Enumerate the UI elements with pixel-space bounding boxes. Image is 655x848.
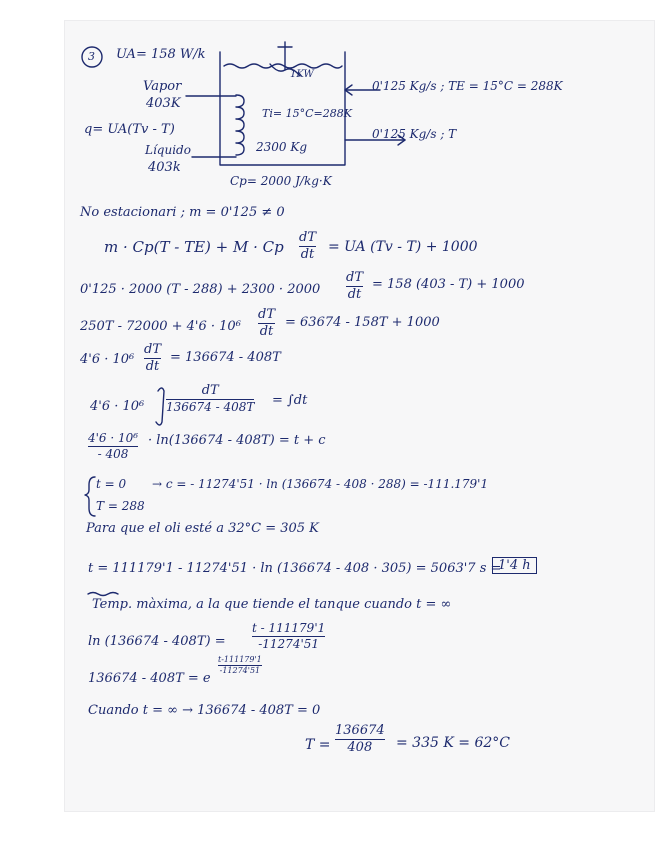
tank-mass: 2300 Kg xyxy=(256,140,307,154)
line2-den: dt xyxy=(300,246,315,262)
problem-number: 3 xyxy=(88,50,95,63)
line-nonstationary: No estacionari ; m = 0'125 ≠ 0 xyxy=(80,205,285,220)
line13-exp-den: -11274'51 xyxy=(219,666,261,676)
line3-den: dt xyxy=(347,286,362,302)
line7-num: 4'6 · 10⁶ xyxy=(88,431,139,445)
ua-value: UA= 158 W/k xyxy=(116,47,206,62)
line12-left: ln (136674 - 408T) = xyxy=(88,634,226,649)
line15-fraction xyxy=(335,724,385,755)
vapor-label: Vapor xyxy=(143,79,182,94)
line8: → c = - 11274'51 · ln (136674 - 408 · 288) = -111.179'1 xyxy=(152,477,489,491)
line5-num: dT xyxy=(144,342,161,357)
line2-left: m · Cp(T - TE) + M · Cp xyxy=(104,238,284,256)
heat-equation: q= UA(Tv - T) xyxy=(84,122,175,137)
line7-coefficient xyxy=(88,432,138,460)
line11: Temp. màxima, a la que tiende el tanque cuando t = ∞ xyxy=(92,597,452,612)
integral-sign-1 xyxy=(156,388,164,425)
line2-right: = UA (Tv - T) + 1000 xyxy=(328,239,478,255)
line9: Para que el oli esté a 32°C = 305 K xyxy=(86,521,319,536)
line3-right: = 158 (403 - T) + 1000 xyxy=(372,277,525,292)
line6-num: dT xyxy=(201,383,219,398)
line5-derivative xyxy=(144,343,161,374)
line4-right: = 63674 - 158T + 1000 xyxy=(285,315,440,330)
heating-coil xyxy=(236,95,244,155)
line12-num: t - 111179'1 xyxy=(252,621,326,635)
line13-exponent xyxy=(218,656,262,676)
line15-num: 136674 xyxy=(335,723,385,738)
line15-den: 408 xyxy=(347,739,373,755)
inflow-label: 0'125 Kg/s ; TE = 15°C = 288K xyxy=(372,79,563,93)
line4-num: dT xyxy=(258,307,275,322)
line5-den: dt xyxy=(145,358,160,374)
liquid-temp: 403k xyxy=(148,160,181,175)
outflow-label: 0'125 Kg/s ; T xyxy=(372,127,457,141)
line3-num: dT xyxy=(346,270,363,285)
line6-den: 136674 - 408T xyxy=(166,399,255,414)
condition-T: T = 288 xyxy=(96,499,145,513)
line6-right: = ∫dt xyxy=(272,393,308,408)
line7-right: · ln(136674 - 408T) = t + c xyxy=(148,433,326,448)
answer-box: 1'4 h xyxy=(492,557,537,574)
line3-left: 0'125 · 2000 (T - 288) + 2300 · 2000 xyxy=(80,282,321,297)
line5-left: 4'6 · 10⁶ xyxy=(80,352,135,367)
motor-power: 1KW xyxy=(290,69,314,80)
specific-heat: Cp= 2000 J/kg·K xyxy=(230,174,332,188)
initial-temp: Ti= 15°C=288K xyxy=(262,107,352,120)
liquid-level xyxy=(224,64,342,68)
line2-derivative xyxy=(299,231,316,262)
line12-fraction xyxy=(252,622,325,650)
condition-t: t = 0 xyxy=(96,477,127,491)
vapor-temp: 403K xyxy=(146,96,181,111)
line4-den: dt xyxy=(259,323,274,339)
line14: Cuando t = ∞ → 136674 - 408T = 0 xyxy=(88,703,321,718)
line12-den: -11274'51 xyxy=(258,636,320,651)
line5-right: = 136674 - 408T xyxy=(170,350,281,365)
line10: t = 111179'1 - 11274'51 · ln (136674 - 408 · 305) = 5063'7 s = xyxy=(88,561,502,576)
line3-derivative xyxy=(346,271,363,302)
line13-exp-num: t-111179'1 xyxy=(218,655,262,664)
line15-left: T = xyxy=(305,737,331,753)
line6-left: 4'6 · 10⁶ xyxy=(90,399,145,414)
line6-integrand xyxy=(166,384,254,414)
line2-num: dT xyxy=(299,230,316,245)
liquid-label: Líquido xyxy=(145,143,191,157)
line4-derivative xyxy=(258,308,275,339)
line13-left: 136674 - 408T = e xyxy=(88,671,211,686)
line4-left: 250T - 72000 + 4'6 · 10⁶ xyxy=(80,319,241,334)
conditions-brace xyxy=(85,477,95,516)
line15-right: = 335 K = 62°C xyxy=(396,735,510,751)
line7-den: - 408 xyxy=(97,446,129,461)
separator-squiggle xyxy=(88,593,118,596)
